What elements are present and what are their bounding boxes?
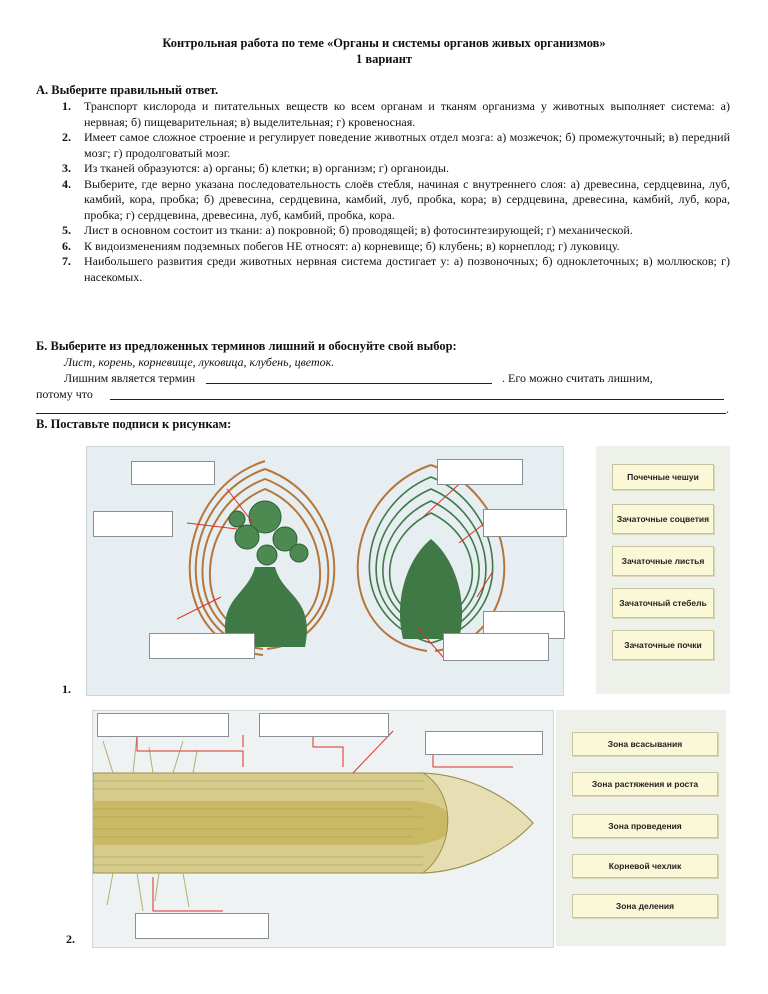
answer-box[interactable]: [443, 633, 549, 661]
answer-reason-line-1[interactable]: [110, 399, 724, 400]
term-label[interactable]: Корневой чехлик: [572, 854, 718, 878]
term-label[interactable]: Почечные чешуи: [612, 464, 714, 490]
page-title: Контрольная работа по теме «Органы и системы органов живых организмов»: [162, 36, 606, 50]
term-label[interactable]: Зона растяжения и роста: [572, 772, 718, 796]
figure-2-root: [92, 710, 554, 948]
question-text: Из тканей образуются: а) органы; б) клетки; в) организм; г) органоиды.: [84, 161, 449, 175]
answer-box[interactable]: [425, 731, 543, 755]
bud-growth-cone: [400, 539, 462, 639]
question-item: [36, 99, 730, 130]
answer-box[interactable]: [483, 509, 567, 537]
sentence-period: .: [726, 402, 729, 416]
term-label[interactable]: Зачаточные листья: [612, 546, 714, 576]
question-text: Выберите, где верно указана последовательность слоёв стебля, начиная с внутреннего слоя: а) древесина, сердцевина, луб, камбий, кора, пробка; б) древесина, сердцевина, камбий, луб, пробка, кора; в) сердцевина, древесина, камбий, луб, кора, пробка; г) сердцевина, древесина, луб, камбий, пробка, кора.: [84, 176, 730, 222]
question-item: [36, 223, 730, 239]
question-item: [36, 239, 730, 255]
figure-1-term-panel: [596, 446, 730, 694]
because-label: потому что: [36, 387, 93, 401]
answer-term-line[interactable]: [206, 383, 492, 384]
term-label[interactable]: Зачаточные соцветия: [612, 504, 714, 534]
figure-1-buds: [86, 446, 564, 696]
answer-box[interactable]: [131, 461, 215, 485]
question-number: 1.: [62, 99, 71, 113]
question-text: Наибольшего развития среди животных нервная система достигает у: а) позвоночных; б) одноклеточных; в) моллюсков; г) насекомых.: [84, 254, 730, 284]
root-central-cylinder: [93, 801, 457, 845]
answer-reason-line-2[interactable]: [36, 413, 726, 414]
answer-box[interactable]: [135, 913, 269, 939]
question-number: 4.: [62, 176, 71, 191]
answer-box[interactable]: [97, 713, 229, 737]
answer-prompt: Лишним является термин: [64, 371, 196, 385]
question-text: К видоизменениям подземных побегов НЕ относят: а) корневище; б) клубень; в) корнеплод; г) луковицу.: [84, 238, 620, 253]
figure-2-number: 2.: [66, 932, 75, 946]
term-label[interactable]: Зачаточный стебель: [612, 588, 714, 618]
answer-box[interactable]: [259, 713, 389, 737]
question-item: [36, 177, 730, 224]
question-item: [36, 254, 730, 285]
question-number: 3.: [62, 161, 71, 175]
question-number: 7.: [62, 254, 71, 268]
question-item: [36, 130, 730, 161]
answer-box[interactable]: [149, 633, 255, 659]
question-text: Лист в основном состоит из ткани: а) покровной; б) проводящей; в) фотосинтезирующей; г) механической.: [84, 223, 633, 237]
terms-list: Лист, корень, корневище, луковица, клубень, цветок.: [64, 355, 335, 369]
figure-2-term-panel: [556, 710, 726, 946]
question-number: 2.: [62, 130, 71, 144]
section-b-heading: Б. Выберите из предложенных терминов лишний и обоснуйте свой выбор:: [36, 339, 457, 353]
section-c-heading: В. Поставьте подписи к рисункам:: [36, 417, 232, 431]
question-item: [36, 161, 730, 177]
answer-box[interactable]: [93, 511, 173, 537]
question-list: [36, 99, 730, 285]
term-label[interactable]: Зачаточные почки: [612, 630, 714, 660]
term-label[interactable]: Зона деления: [572, 894, 718, 918]
question-text: Имеет самое сложное строение и регулирует поведение животных отдел мозга: а) мозжечок; б) промежуточный; в) передний мозг; г) продолговатый мозг.: [84, 130, 730, 160]
question-number: 5.: [62, 223, 71, 237]
figure-1-number: 1.: [62, 682, 71, 696]
variant-label: 1 вариант: [355, 52, 413, 66]
term-label[interactable]: Зона всасывания: [572, 732, 718, 756]
section-a-heading: А. Выберите правильный ответ.: [36, 83, 219, 97]
answer-box[interactable]: [437, 459, 523, 485]
question-number: 6.: [62, 238, 71, 253]
term-label[interactable]: Зона проведения: [572, 814, 718, 838]
answer-prompt-cont: . Его можно считать лишним,: [502, 371, 653, 385]
question-text: Транспорт кислорода и питательных веществ ко всем органам и тканям организма у животных выполняет система: а) нервная; б) пищеварительная; в) выделительная; г) кровеносная.: [84, 99, 730, 129]
